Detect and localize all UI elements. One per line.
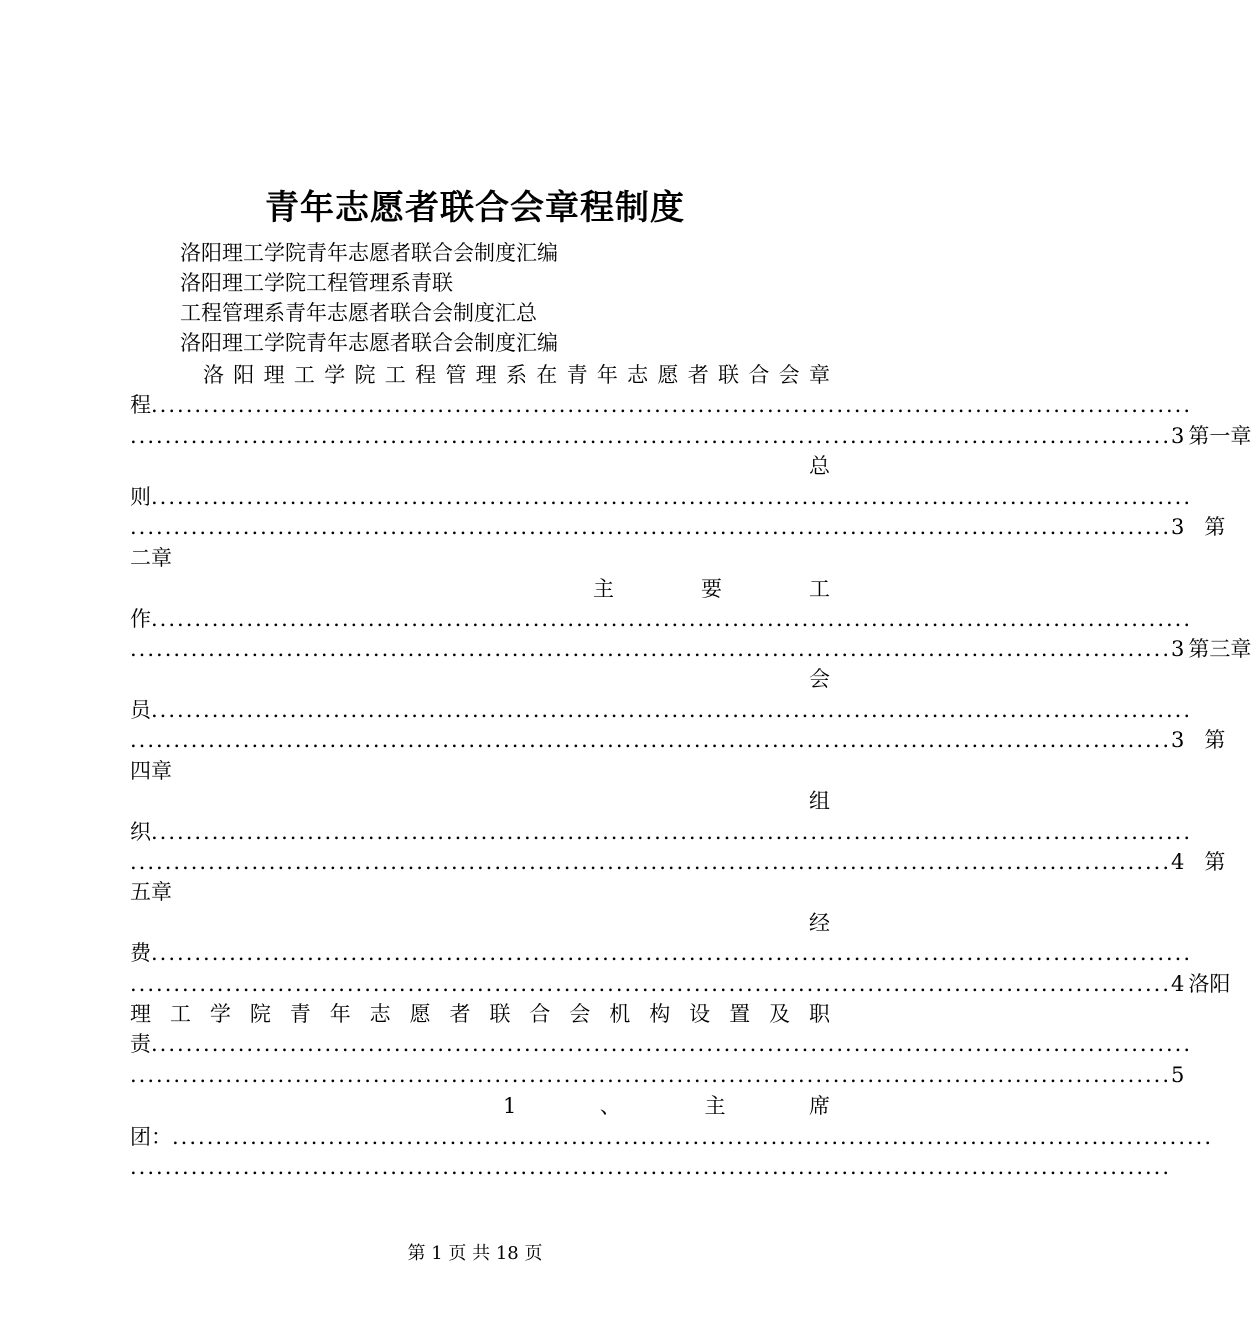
dot-leader: ........................................................................................................................ <box>130 850 1172 874</box>
toc-heading-leader: 程 ........................................................................................................................ <box>130 390 830 420</box>
toc-chapter-4-page: ........................................................................................................................ 4 第 <box>130 847 830 877</box>
toc-chapter-5-page: ........................................................................................................................ 4 洛阳 <box>130 969 830 999</box>
dot-leader: ........................................................................................................................ <box>130 972 1172 996</box>
toc-chapter-1-title-right: 总 <box>809 454 830 478</box>
toc-chapter-1-leader: 则 ........................................................................................................................ <box>130 482 830 512</box>
toc-heading-justified: 洛 阳 理 工 学 院 工 程 管 理 系 在 青 年 志 愿 者 联 合 会 章 <box>203 363 830 387</box>
intro-line-1: 洛阳理工学院青年志愿者联合会制度汇编 <box>180 241 558 265</box>
toc-org-leader: 责 ........................................................................................................................ <box>130 1029 830 1059</box>
toc-chapter-3-page: ........................................................................................................................ 3 第 <box>130 725 830 755</box>
dot-leader: ........................................................................................................................ <box>172 1125 1214 1149</box>
toc-chapter-5-leader: 费 ........................................................................................................................ <box>130 938 830 968</box>
document-title: 青年志愿者联合会章程制度 <box>265 188 685 228</box>
toc-chapter-4-title-right: 组 <box>809 789 830 813</box>
toc-chapter-5-title-right: 经 <box>809 911 830 935</box>
dot-leader: ........................................................................................................................ <box>151 941 1193 965</box>
toc-chapter-4-label: 四章 <box>130 759 172 783</box>
dot-leader: ........................................................................................................................ <box>130 515 1172 539</box>
toc-chapter-2-page: ........................................................................................................................ 3 第三章 <box>130 634 790 664</box>
page-footer: 第 1 页 共 18 页 <box>407 1243 543 1264</box>
dot-leader: ........................................................................................................................ <box>151 393 1193 417</box>
toc-entry-chapter-1-start: ........................................................................................................................ 3 第一章 <box>130 421 830 451</box>
dot-leader: ........................................................................................................................ <box>130 424 1172 448</box>
intro-line-2: 洛阳理工学院工程管理系青联 <box>180 271 453 295</box>
toc-chapter-5-label: 五章 <box>130 880 172 904</box>
intro-line-4: 洛阳理工学院青年志愿者联合会制度汇编 <box>180 331 558 355</box>
toc-chapter-2-title: 主 要 工 <box>593 577 830 601</box>
dot-leader: ........................................................................................................................ <box>151 485 1193 509</box>
dot-leader: ........................................................................................................................ <box>130 637 1172 661</box>
dot-leader: ........................................................................................................................ <box>151 1032 1193 1056</box>
toc-item-1-title: 1 、 主 席 <box>503 1094 830 1118</box>
dot-leader: ........................................................................................................................ <box>130 1155 1172 1179</box>
dot-leader: ........................................................................................................................ <box>151 820 1193 844</box>
toc-item-1-leader: 团： ........................................................................................................................ <box>130 1122 830 1152</box>
toc-chapter-2-leader: 作 ........................................................................................................................ <box>130 604 830 634</box>
toc-item-1-leader-cont <box>130 1152 1172 1182</box>
toc-org-page: ........................................................................................................................ 5 <box>130 1060 830 1090</box>
intro-line-3: 工程管理系青年志愿者联合会制度汇总 <box>180 301 537 325</box>
toc-chapter-2-label: 二章 <box>130 546 172 570</box>
dot-leader: ........................................................................................................................ <box>130 1063 1172 1087</box>
toc-chapter-3-leader: 员 ........................................................................................................................ <box>130 695 830 725</box>
dot-leader: ........................................................................................................................ <box>151 698 1193 722</box>
toc-chapter-4-leader: 织 ........................................................................................................................ <box>130 817 830 847</box>
dot-leader: ........................................................................................................................ <box>130 728 1172 752</box>
dot-leader: ........................................................................................................................ <box>151 607 1193 631</box>
toc-chapter-1-page: ........................................................................................................................ 3 第 <box>130 512 830 542</box>
toc-org-justified: 理 工 学 院 青 年 志 愿 者 联 合 会 机 构 设 置 及 职 <box>130 1002 830 1026</box>
toc-chapter-3-title-right: 会 <box>809 667 830 691</box>
